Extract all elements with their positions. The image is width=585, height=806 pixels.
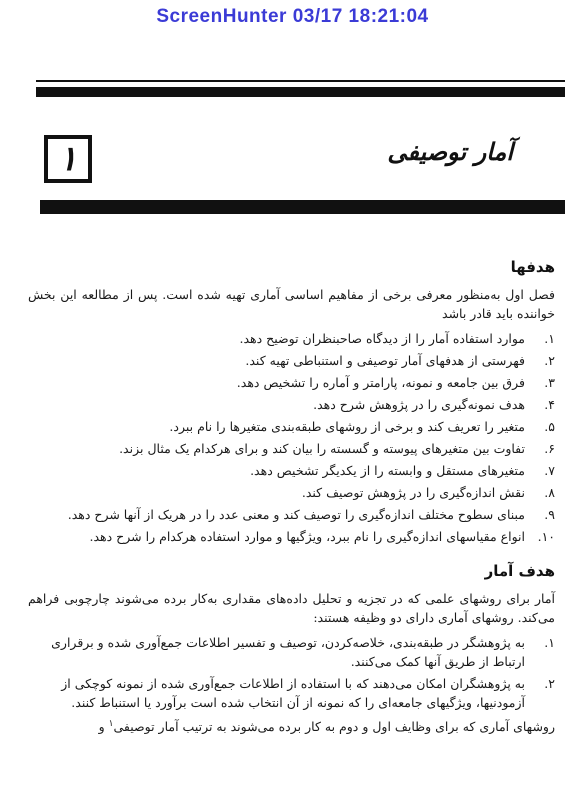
stats-goal-list xyxy=(28,633,555,712)
list-item xyxy=(28,329,555,348)
footnote-marker: ۱ xyxy=(108,719,114,729)
closing-tail: و xyxy=(98,719,109,735)
header-thin-rule xyxy=(36,80,565,82)
list-item-text: فرق بین جامعه و نمونه، پارامتر و آماره را تشخیص دهد. xyxy=(236,375,525,390)
list-item-number: ۸. xyxy=(544,485,555,500)
list-item xyxy=(28,395,555,414)
list-item-text: مبنای سطوح مختلف اندازه‌گیری را توصیف کند و معنی عدد را در هریک از آنها شرح دهد. xyxy=(67,507,525,522)
goals-heading: هدفها xyxy=(510,258,555,276)
list-item-number: ۳. xyxy=(544,375,555,390)
stats-goal-heading: هدف آمار xyxy=(484,562,555,580)
list-item-text: موارد استفاده آمار را از دیدگاه صاحبنظران توضیح دهد. xyxy=(239,331,525,346)
list-item xyxy=(28,674,555,712)
closing-text: روشهای آماری که برای وظایف اول و دوم به کار برده می‌شوند به ترتیب آمار توصیفی xyxy=(113,719,555,735)
chapter-bottom-rule xyxy=(40,200,565,214)
list-item xyxy=(28,505,555,524)
list-item xyxy=(28,351,555,370)
list-item xyxy=(28,527,555,546)
list-item-text: به پژوهشگران امکان می‌دهند که با استفاده از اطلاعات جمع‌آوری شده از نمونه کوچکی از آزمودنیها، ویژگیهای جامعه‌ای را که نمونه از آن انتخاب شده است برآورد یا استنباط کنند. xyxy=(61,676,525,710)
list-item-text: متغیرهای مستقل و وابسته را از یکدیگر تشخیص دهد. xyxy=(250,463,525,478)
list-item-number: ۱. xyxy=(544,331,555,346)
list-item-number: ۹. xyxy=(544,507,555,522)
list-item-text: متغیر را تعریف کند و برخی از روشهای طبقه‌بندی متغیرها را نام ببرد. xyxy=(169,419,525,434)
list-item xyxy=(28,439,555,458)
list-item xyxy=(28,483,555,502)
chapter-number-box: ۱ xyxy=(44,135,92,183)
list-item-number: ۱. xyxy=(544,635,555,650)
list-item-text: نقش اندازه‌گیری را در پژوهش توصیف کند. xyxy=(301,485,525,500)
stats-goal-section xyxy=(28,562,555,736)
list-item-number: ۲. xyxy=(544,353,555,368)
goals-list xyxy=(28,329,555,546)
list-item xyxy=(28,633,555,671)
list-item-text: تفاوت بین متغیرهای پیوسته و گسسته را بیان کند و برای هرکدام یک مثال بزند. xyxy=(119,441,525,456)
list-item-text: فهرستی از هدفهای آمار توصیفی و استنباطی تهیه کند. xyxy=(245,353,525,368)
list-item-number: ۱۰. xyxy=(537,529,555,544)
page-body xyxy=(28,258,555,742)
header-thick-rule xyxy=(36,87,565,97)
list-item xyxy=(28,417,555,436)
list-item-text: هدف نمونه‌گیری را در پژوهش شرح دهد. xyxy=(313,397,525,412)
list-item xyxy=(28,373,555,392)
stats-goal-intro: آمار برای روشهای علمی که در تجزیه و تحلیل داده‌های مقداری به‌کار برده می‌شوند چارچوبی فراهم می‌کند. روشهای آماری دارای دو وظیفه هستند: xyxy=(28,591,555,625)
chapter-title: آمار توصیفی xyxy=(387,138,513,166)
list-item-text: به پژوهشگر در طبقه‌بندی، خلاصه‌کردن، توصیف و تفسیر اطلاعات جمع‌آوری شده و برقراری ارتباط از طریق آنها کمک می‌کنند. xyxy=(51,635,525,669)
list-item-number: ۲. xyxy=(544,676,555,691)
goals-intro: فصل اول به‌منظور معرفی برخی از مفاهیم اساسی آماری تهیه شده است. پس از مطالعه این بخش خواننده باید قادر باشد xyxy=(28,287,555,321)
list-item-number: ۷. xyxy=(544,463,555,478)
stats-goal-closing xyxy=(28,715,555,736)
screenhunter-watermark: ScreenHunter 03/17 18:21:04 xyxy=(156,6,429,27)
list-item-text: انواع مقیاسهای اندازه‌گیری را نام ببرد، ویژگیها و موارد استفاده هرکدام را شرح دهد. xyxy=(89,529,525,544)
list-item xyxy=(28,461,555,480)
list-item-number: ۶. xyxy=(544,441,555,456)
list-item-number: ۴. xyxy=(544,397,555,412)
list-item-number: ۵. xyxy=(544,419,555,434)
